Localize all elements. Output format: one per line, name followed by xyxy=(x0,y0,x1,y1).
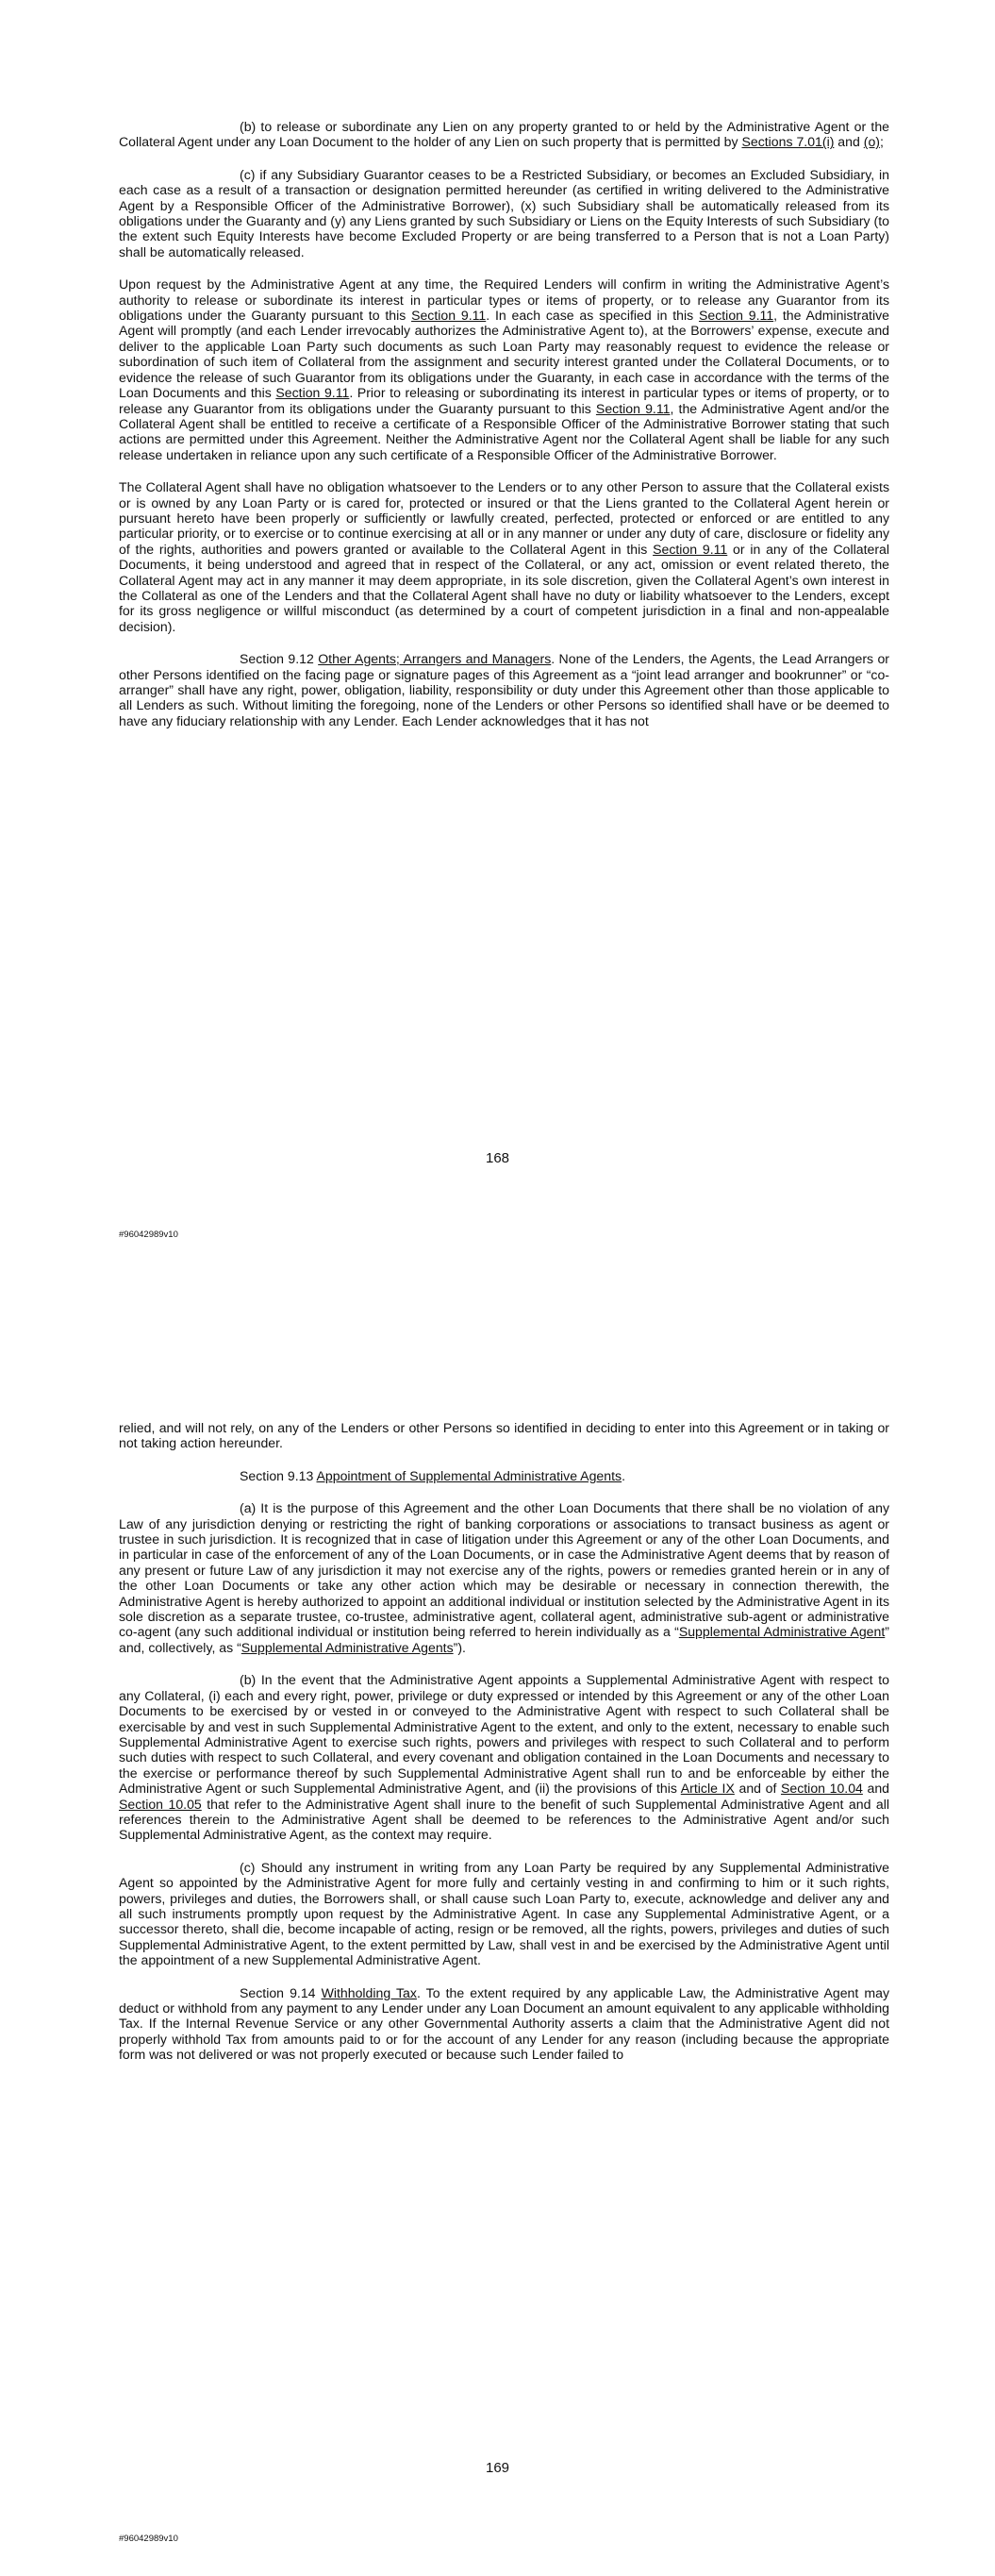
text-run: (c) if any Subsidiary Guarantor ceases to be a Restricted Subsidiary, or becomes an Excluded Subsidiary, in each case as a result of a transaction or designation permitted hereunder (as certified in writing delivered to the Administrative Agent by a Responsible Officer of the Administrative Borrower), (x) such Subsidiary shall be automatically released from its obligations under the Guaranty and (y) any Liens granted by such Subsidiary or Liens on the Equity Interests of such Subsidiary (to the extent such Equity Interests have become Excluded Property or are being transferred to a Person that is not a Loan Party) shall be automatically released. xyxy=(119,166,889,259)
paragraph-b-release-lien xyxy=(119,119,889,150)
cross-reference: Appointment of Supplemental Administrative Agents xyxy=(316,1467,622,1483)
paragraph-required-lenders-confirm xyxy=(119,276,889,462)
text-run: and xyxy=(834,134,864,150)
text-run: ”). xyxy=(453,1639,466,1655)
text-run: relied, and will not rely, on any of the Lenders or other Persons so identified in deciding to enter into this Agreement or in taking or not taking action hereunder. xyxy=(119,1420,889,1451)
cross-reference: Section 9.11 xyxy=(698,308,774,324)
paragraph-a-purpose xyxy=(119,1500,889,1655)
cross-reference: (o) xyxy=(863,134,880,150)
cross-reference: Section 9.11 xyxy=(411,308,487,324)
text-run: Section 9.14 xyxy=(240,1984,322,2000)
text-run: , the Administrative Agent and/or the Collateral Agent shall be entitled to receive a certificate of a Responsible Officer of the Administrative Borrower stating that such actions are permitted under this Agreement. Neither the Administrative Agent nor the Collateral Agent shall be liable for any such release undertaken in reliance upon any such certificate of a Responsible Officer of the Administrative Borrower. xyxy=(119,400,890,462)
text-run: (b) In the event that the Administrative Agent appoints a Supplemental Administrative Agent with respect to any Collateral, (i) each and every right, power, privilege or duty expressed or intended by this Agreement or any of the other Loan Documents to be exercised by or vested in or conveyed to the Administrative Agent with respect to such Collateral shall be exercisable by and vest in such Supplemental Administrative Agent to the extent, and only to the extent, necessary to enable such Supplemental Administrative Agent to exercise such rights, powers and privileges with respect to such Collateral and to perform such duties with respect to such Collateral, and every covenant and obligation contained in the Loan Documents and necessary to the exercise or performance thereof by such Supplemental Administrative Agent shall run to and be enforceable by either the Administrative Agent or such Supplemental Administrative Agent, and (ii) the provisions of this xyxy=(119,1672,889,1797)
page-number: 168 xyxy=(485,1150,510,1166)
paragraph-collateral-agent-obligation xyxy=(119,479,889,634)
section-9-13-heading xyxy=(119,1468,889,1483)
text-run: and of xyxy=(734,1781,781,1797)
cross-reference: Section 9.11 xyxy=(595,400,671,416)
text-run: . To the extent required by any applicable Law, the Administrative Agent may deduct or withhold from any payment to any Lender under any Loan Document an amount equivalent to any applicable withholding Tax. If the Internal Revenue Service or any other Governmental Authority asserts a claim that the Administrative Agent did not properly withhold Tax from amounts paid to or for the account of any Lender for any reason (including because the appropriate form was not delivered or was not properly executed or because such Lender failed to xyxy=(119,1984,889,2063)
text-run: ; xyxy=(879,134,884,150)
cross-reference: Section 9.11 xyxy=(653,541,728,557)
text-run: Section 9.12 xyxy=(240,651,319,667)
page-number: 169 xyxy=(485,2460,510,2476)
text-run: , the Administrative Agent will promptly (and each Lender irrevocably authorizes the Administrative Agent to), at the Borrowers’ expense, execute and deliver to the applicable Loan Party such documents as such Loan Party may reasonably request to evidence the release or subordination of such item of Collateral from the assignment and security interest granted under the Collateral Documents, or to evidence the release of such Guarantor from its obligations under the Guaranty, in each case in accordance with the terms of the Loan Documents and this xyxy=(119,308,889,401)
paragraph-continuation xyxy=(119,1420,889,1451)
document-id: #96042989v10 xyxy=(119,1229,178,1240)
cross-reference: Sections 7.01(i) xyxy=(741,134,835,150)
text-run: . None of the Lenders, the Agents, the Lead Arrangers or other Persons identified on the facing page or signature pages of this Agreement as a “joint lead arranger and bookrunner” or “co-arranger” shall have any right, power, obligation, liability, responsibility or duty under this Agreement other than those applicable to all Lenders as such. Without limiting the foregoing, none of the Lenders or other Persons so identified shall have or be deemed to have any fiduciary relationship with any Lender. Each Lender acknowledges that it has not xyxy=(119,651,890,728)
document-id: #96042989v10 xyxy=(119,2534,178,2544)
cross-reference: Section 10.05 xyxy=(119,1796,202,1812)
cross-reference: Other Agents; Arrangers and Managers xyxy=(318,651,552,667)
cross-reference: Withholding Tax xyxy=(321,1984,417,2000)
cross-reference: Article IX xyxy=(680,1781,735,1797)
section-9-12-paragraph xyxy=(119,651,889,728)
text-run: Upon request by the Administrative Agent at any time, the Required Lenders will confirm in writing the Administrative Agent’s authority to release or subordinate its interest in particular types or items of property, or to release any Guarantor from its obligations under the Guaranty pursuant to this xyxy=(119,276,889,324)
text-run: The Collateral Agent shall have no obligation whatsoever to the Lenders or to any other Person to assure that the Collateral exists or is owned by any Loan Party or is cared for, protected or insured or that the Liens granted to the Collateral Agent herein or pursuant hereto have been properly or sufficiently or lawfully created, perfected, protected or enforced or are entitled to any particular priority, or to exercise or to continue exercising at all or in any manner or under any duty of care, disclosure or fidelity any of the rights, authorities and powers granted or available to the Collateral Agent in this xyxy=(119,479,889,557)
body-text xyxy=(119,119,889,745)
section-9-14-paragraph xyxy=(119,1985,889,2063)
body-text xyxy=(119,1420,889,2080)
cross-reference: Supplemental Administrative Agent xyxy=(678,1624,886,1640)
cross-reference: Section 9.11 xyxy=(275,385,350,401)
paragraph-b-appointment xyxy=(119,1672,889,1842)
text-run: . xyxy=(622,1467,625,1483)
cross-reference: Section 10.04 xyxy=(780,1781,863,1797)
text-run: that refer to the Administrative Agent shall inure to the benefit of such Supplemental Administrative Agent and all references therein to the Administrative Agent shall be deemed to be references to the Administrative Agent and/or such Supplemental Administrative Agent, as the context may require. xyxy=(119,1796,889,1843)
text-run: ” and, collectively, as “ xyxy=(119,1624,889,1655)
paragraph-c-instrument xyxy=(119,1860,889,1968)
text-run: . In each case as specified in this xyxy=(486,308,699,324)
text-run: . Prior to releasing or subordinating its interest in particular types or items of property, or to release any Guarantor from its obligations under the Guaranty pursuant to this xyxy=(119,385,889,416)
text-run: or in any of the Collateral Documents, it being understood and agreed that in respect of the Collateral, or any act, omission or event related thereto, the Collateral Agent may act in any manner it may deem appropriate, in its sole discretion, given the Collateral Agent’s own interest in the Collateral as one of the Lenders and that the Collateral Agent shall have no duty or liability whatsoever to the Lenders, except for its gross negligence or willful misconduct (as determined by a court of competent jurisdiction in a final and non-appealable decision). xyxy=(119,541,890,634)
text-run: (a) It is the purpose of this Agreement and the other Loan Documents that there shall be no violation of any Law of any jurisdiction denying or restricting the right of banking corporations or associations to transact business as agent or trustee in such jurisdiction. It is recognized that in case of litigation under this Agreement or any of the other Loan Documents, and in particular in case of the enforcement of any of the Loan Documents, or in case the Administrative Agent deems that by reason of any present or future Law of any jurisdiction it may not exercise any of the rights, powers or remedies granted herein or in any of the other Loan Documents or take any other action which may be desirable or necessary in connection therewith, the Administrative Agent is hereby authorized to appoint an additional individual or institution selected by the Administrative Agent in its sole discretion as a separate trustee, co-trustee, administrative agent, collateral agent, administrative sub-agent or administrative co-agent (any such additional individual or institution being referred to herein individually as a “ xyxy=(119,1500,889,1640)
text-run: (c) Should any instrument in writing from any Loan Party be required by any Supplemental Administrative Agent so appointed by the Administrative Agent for more fully and certainly vesting in and confirming to him or it such rights, powers, privileges and duties, the Borrowers shall, or shall cause such Loan Party to, execute, acknowledge and deliver any and all such instruments promptly upon request by the Administrative Agent. In case any Supplemental Administrative Agent, or a successor thereto, shall die, become incapable of acting, resign or be removed, all the rights, powers, privileges and duties of such Supplemental Administrative Agent, to the extent permitted by Law, shall vest in and be exercised by the Administrative Agent until the appointment of a new Supplemental Administrative Agent. xyxy=(119,1859,889,1968)
page-169 xyxy=(0,1288,995,2576)
text-run: and xyxy=(862,1781,889,1797)
cross-reference: Supplemental Administrative Agents xyxy=(240,1639,454,1655)
text-run: (b) to release or subordinate any Lien on any property granted to or held by the Administrative Agent or the Collateral Agent under any Loan Document to the holder of any Lien on such property that is permitted by xyxy=(119,119,889,150)
paragraph-c-subsidiary-guarantor xyxy=(119,167,889,259)
text-run: Section 9.13 xyxy=(240,1467,317,1483)
